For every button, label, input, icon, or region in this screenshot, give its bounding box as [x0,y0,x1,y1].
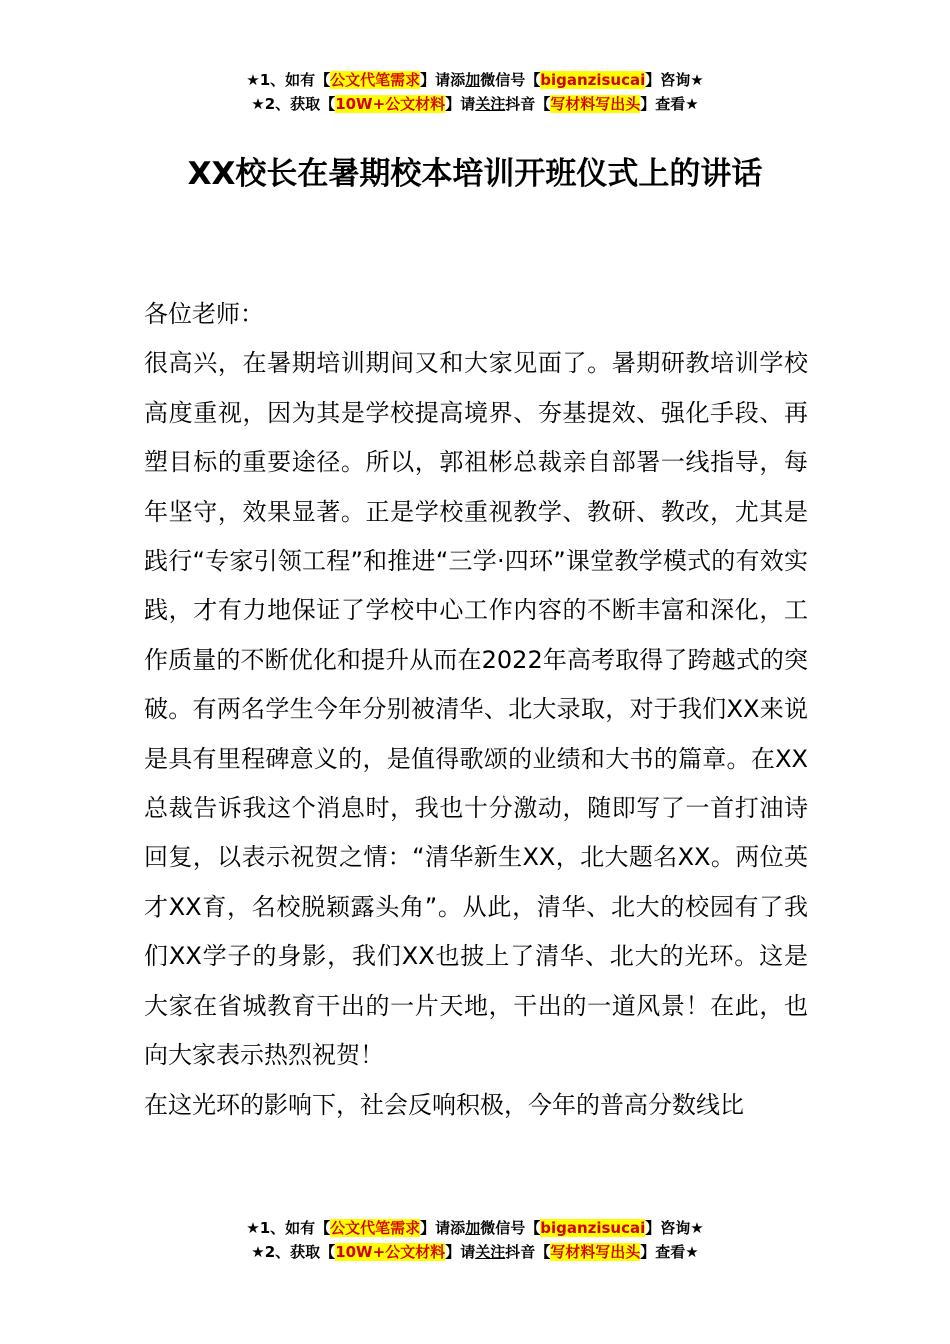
salutation: 各位老师： [144,300,264,328]
highlight-materials: 10W+公文材料 [335,95,446,113]
banner-line-1: ★1、如有【公文代笔需求】请添加微信号【biganzisucai】咨询★ [246,71,704,89]
banner-line-2: ★2、获取【10W+公文材料】请关注抖音【写材料写出头】查看★ [251,1243,699,1261]
paragraph: 很高兴，在暑期培训期间又和大家见面了。暑期研教培训学校高度重视，因为其是学校提高境界、夯基提效、强化手段、再塑目标的重要途径。所以，郭祖彬总裁亲自部署一线指导，每年坚守，效果显著。正是学校重视教学、教研、教改，尤其是践行“专家引领工程”和推进“三学·四环”课堂教学模式的有效实践，才有力地保证了学校中心工作内容的不断丰富和深化，工作质量的不断优化和提升从而在2022年高考取得了跨越式的突破。有两名学生今年分别被清华、北大录取，对于我们XX来说是具有里程碑意义的，是值得歌颂的业绩和大书的篇章。在XX总裁告诉我这个消息时，我也十分激动，随即写了一首打油诗回复，以表示祝贺之情：“清华新生XX，北大题名XX。两位英才XX育，名校脱颖露头角”。从此，清华、北大的校园有了我们XX学子的身影，我们XX也披上了清华、北大的光环。这是大家在省城教育干出的一片天地，干出的一道风景！在此，也向大家表示热烈祝贺！ [144,349,808,1070]
paragraph: 在这光环的影响下，社会反响积极，今年的普高分数线比 [144,1090,744,1119]
highlight-service: 公文代笔需求 [330,71,421,89]
document-title: XX校长在暑期校本培训开班仪式上的讲话 [187,156,763,192]
banner-line-2: ★2、获取【10W+公文材料】请关注抖音【写材料写出头】查看★ [251,95,699,113]
top-banner [0,68,950,116]
highlight-materials: 10W+公文材料 [335,1243,446,1261]
bottom-banner [0,1216,950,1264]
banner-line-1: ★1、如有【公文代笔需求】请添加微信号【biganzisucai】咨询★ [246,1219,704,1237]
highlight-wechat-id: biganzisucai [540,1219,646,1237]
highlight-service: 公文代笔需求 [330,1219,421,1237]
highlight-wechat-id: biganzisucai [540,71,646,89]
highlight-douyin: 写材料写出头 [550,1243,641,1261]
highlight-douyin: 写材料写出头 [550,95,641,113]
document-body [144,290,808,1130]
